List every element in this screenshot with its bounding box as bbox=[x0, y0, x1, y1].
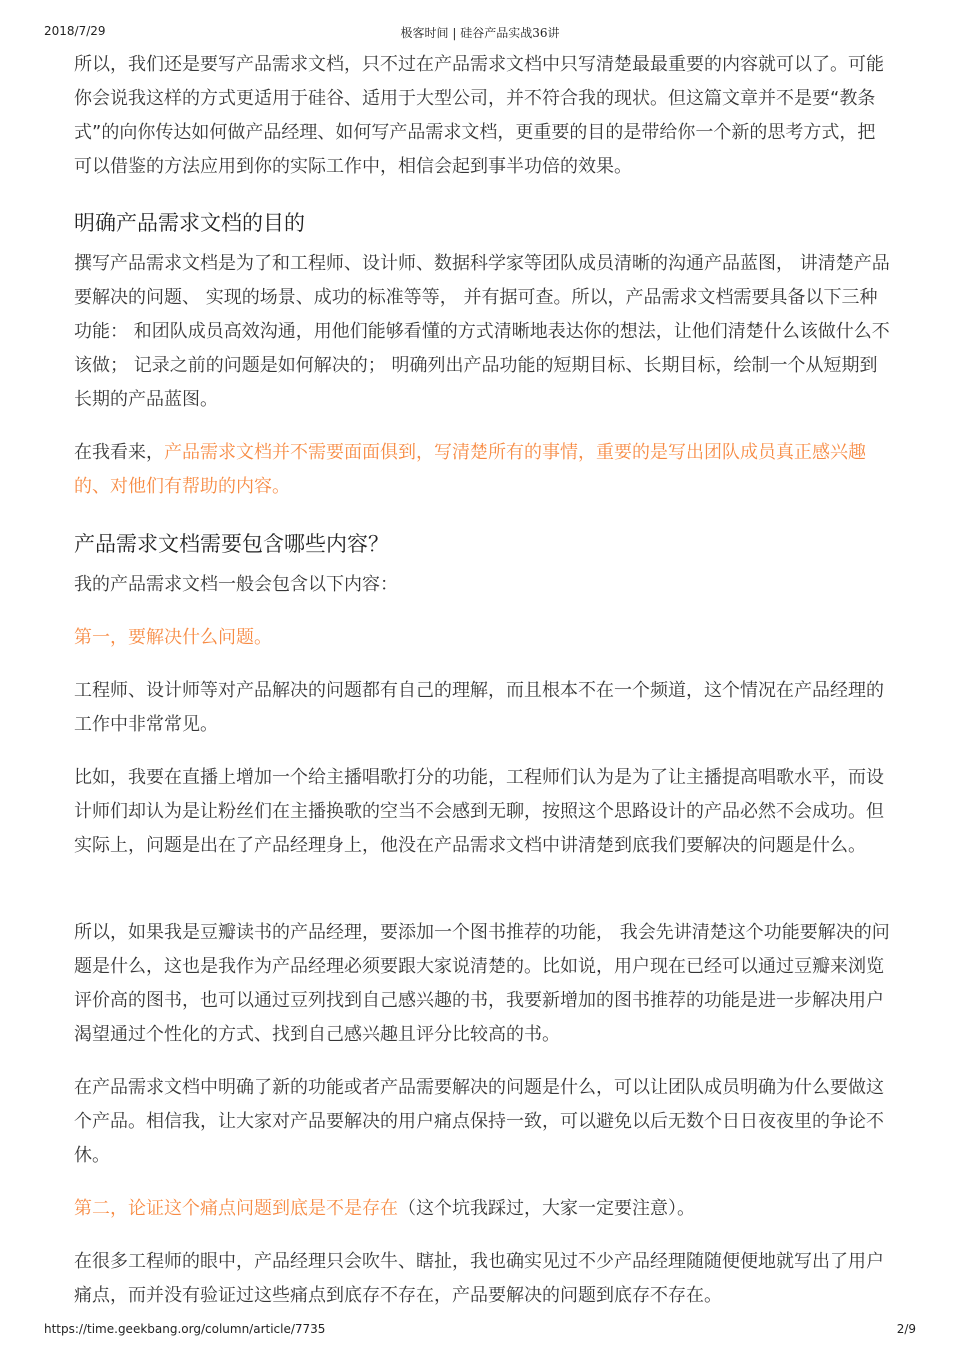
highlighted-point: 第一，要解决什么问题。 bbox=[74, 627, 272, 648]
paragraph: 比如，我要在直播上增加一个给主播唱歌打分的功能，工程师们认为是为了让主播提高唱歌水平，而设计师们却认为是让粉丝们在主播换歌的空当不会感到无聊，按照这个思路设计的产品必然不会成功。但实际上，问题是出在了产品经理身上，他没在产品需求文档中讲清楚到底我们要解决的问题是什么。 bbox=[74, 767, 884, 856]
print-url: https://time.geekbang.org/column/article/7735 bbox=[44, 1322, 326, 1336]
paragraph: 在很多工程师的眼中，产品经理只会吹牛、瞎扯，我也确实见过不少产品经理随随便便地就写出了用户痛点，而并没有验证过这些痛点到底存不存在，产品要解决的问题到底存不存在。 bbox=[74, 1251, 884, 1306]
paragraph: 撰写产品需求文档是为了和工程师、设计师、数据科学家等团队成员清晰的沟通产品蓝图， 讲清楚产品要解决的问题、 实现的场景、成功的标准等等， 并有据可查。所以，产品需求文档需要具备以下三种功能： 和团队成员高效沟通，用他们能够看懂的方式清晰地表达你的想法，让他们清楚什么该做什么不该做； 记录之前的问题是如何解决的； 明确列出产品功能的短期目标、长期目标，绘制一个从短期到长期的产品蓝图。 bbox=[74, 253, 890, 410]
paragraph: 在产品需求文档中明确了新的功能或者产品需要解决的问题是什么，可以让团队成员明确为什么要做这个产品。相信我，让大家对产品要解决的用户痛点保持一致，可以避免以后无数个日日夜夜里的争论不休。 bbox=[74, 1077, 884, 1166]
highlighted-point: 第二，论证这个痛点问题到底是不是存在 bbox=[74, 1198, 398, 1219]
section-heading: 产品需求文档需要包含哪些内容？ bbox=[74, 532, 389, 556]
page-number: 2/9 bbox=[896, 1322, 916, 1336]
section-heading: 明确产品需求文档的目的 bbox=[74, 211, 305, 235]
paragraph-text: （这个坑我踩过，大家一定要注意）。 bbox=[398, 1198, 695, 1219]
paragraph: 我的产品需求文档一般会包含以下内容： bbox=[74, 574, 398, 595]
highlighted-text: 产品需求文档并不需要面面俱到，写清楚所有的事情，重要的是写出团队成员真正感兴趣的、对他们有帮助的内容。 bbox=[74, 442, 866, 497]
print-date: 2018/7/29 bbox=[44, 24, 106, 38]
paragraph bbox=[74, 1192, 695, 1226]
paragraph: 所以，我们还是要写产品需求文档，只不过在产品需求文档中只写清楚最最重要的内容就可以了。可能你会说我这样的方式更适用于硅谷、适用于大型公司，并不符合我的现状。但这篇文章并不是要“教条式”的向你传达如何做产品经理、如何写产品需求文档，更重要的目的是带给你一个新的思考方式，把可以借鉴的方法应用到你的实际工作中，相信会起到事半功倍的效果。 bbox=[74, 54, 884, 177]
print-title: 极客时间 | 硅谷产品实战36讲 bbox=[400, 26, 560, 40]
paragraph bbox=[74, 436, 890, 504]
paragraph: 所以，如果我是豆瓣读书的产品经理，要添加一个图书推荐的功能， 我会先讲清楚这个功能要解决的问题是什么，这也是我作为产品经理必须要跟大家说清楚的。比如说，用户现在已经可以通过豆瓣来浏览评价高的图书，也可以通过豆列找到自己感兴趣的书，我要新增加的图书推荐的功能是进一步解决用户渴望通过个性化的方式、找到自己感兴趣且评分比较高的书。 bbox=[74, 922, 890, 1045]
paragraph: 工程师、设计师等对产品解决的问题都有自己的理解，而且根本不在一个频道，这个情况在产品经理的工作中非常常见。 bbox=[74, 680, 884, 735]
paragraph-text: 在我看来， bbox=[74, 442, 164, 463]
